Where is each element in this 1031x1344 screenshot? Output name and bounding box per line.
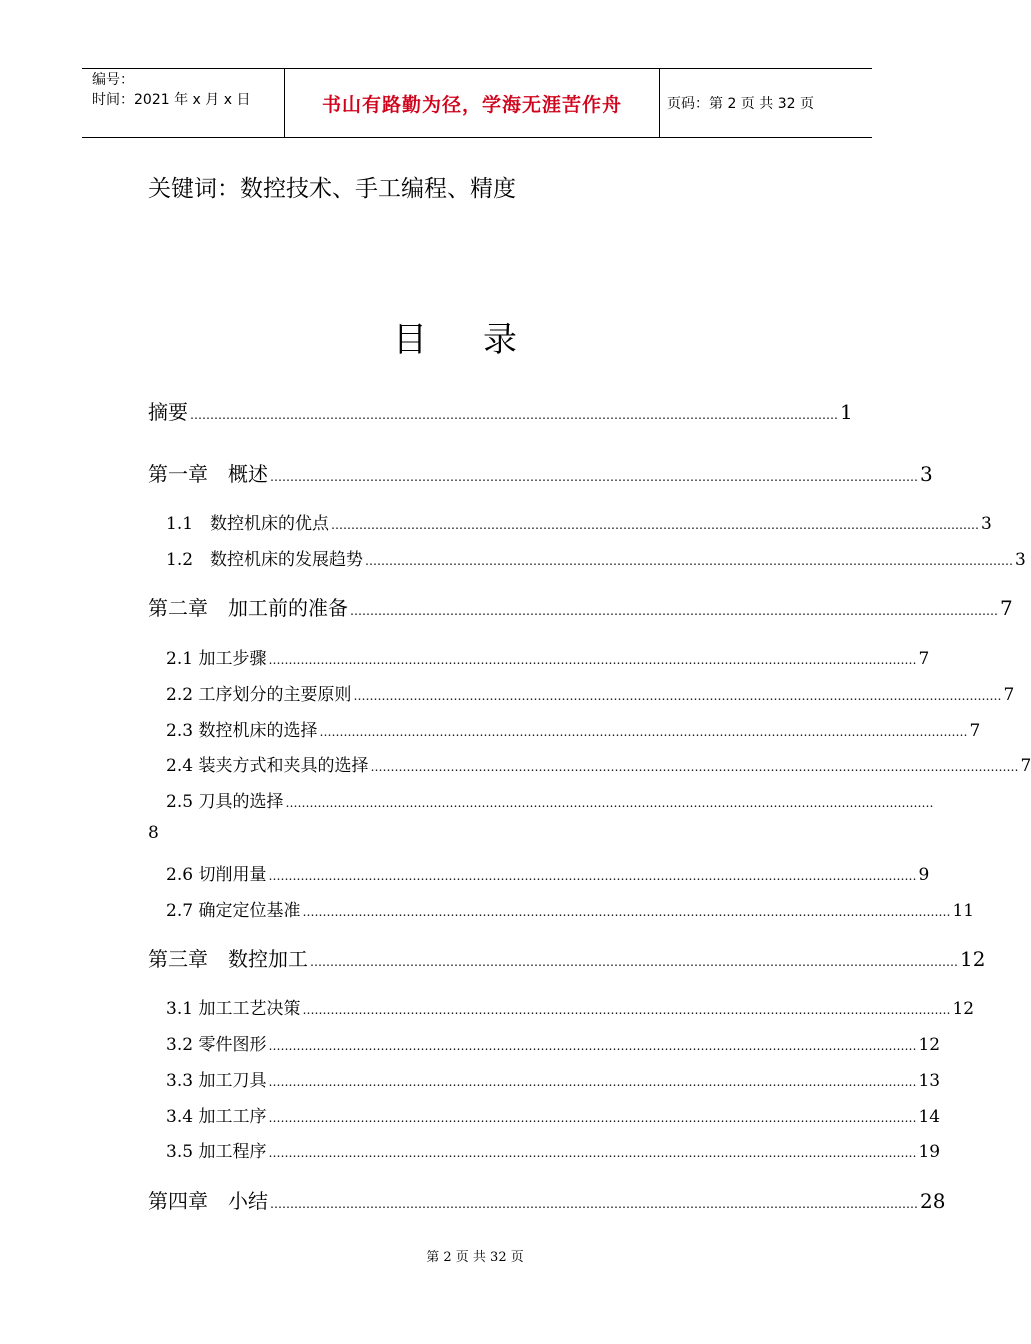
toc-entry-label: 3.4 加工工序 <box>166 1107 267 1127</box>
document-number-label: 编号： <box>92 72 134 88</box>
toc-leader-dots: ……………………………………………………………………………………………………………………………………………… <box>190 408 838 422</box>
toc-entry-page: 1 <box>840 400 853 424</box>
toc-entry-label: 2.5 刀具的选择 <box>166 792 284 812</box>
toc-entry-page: 19 <box>918 1142 941 1162</box>
toc-entry-label: 2.4 装夹方式和夹具的选择 <box>166 756 369 776</box>
toc-entry-2-5-page-wrapped: 8 <box>148 823 159 843</box>
toc-leader-dots: ……………………………………………………………………………………………………………………………………………… <box>353 689 1002 703</box>
toc-leader-dots: ……………………………………………………………………………………………………………………………………………… <box>268 1039 917 1053</box>
page-footer: 第 2 页 共 32 页 <box>426 1250 524 1265</box>
toc-entry-page: 12 <box>960 947 986 971</box>
toc-entry-2-1[interactable] <box>166 644 930 669</box>
toc-entry-label: 摘要 <box>148 400 188 424</box>
toc-leader-dots: ……………………………………………………………………………………………………………………………………………… <box>270 1197 918 1211</box>
toc-leader-dots: ……………………………………………………………………………………………………………………………………………… <box>270 470 918 484</box>
toc-entry-3-1[interactable] <box>166 994 975 1019</box>
toc-entry-page: 3 <box>981 514 992 534</box>
toc-entry-page: 13 <box>918 1071 941 1091</box>
toc-entry-page: 28 <box>920 1189 946 1213</box>
toc-title-char-1: 目 <box>393 320 427 360</box>
toc-leader-dots: ……………………………………………………………………………………………………………………………………………… <box>268 869 917 883</box>
toc-entry-chapter-1[interactable] <box>148 458 933 487</box>
toc-entry-chapter-2[interactable] <box>148 592 1013 621</box>
toc-entry-2-3[interactable] <box>166 716 981 741</box>
toc-title-char-2: 录 <box>483 320 517 360</box>
toc-entry-2-2[interactable] <box>166 680 1015 705</box>
toc-entry-chapter-3[interactable] <box>148 943 986 972</box>
toc-leader-dots: ……………………………………………………………………………………………………………………………………………… <box>302 1003 951 1017</box>
toc-entry-label: 2.1 加工步骤 <box>166 649 267 669</box>
toc-leader-dots: ……………………………………………………………………………………………………………………………………………… <box>268 1075 917 1089</box>
header-page-cell <box>659 69 872 137</box>
toc-entry-label: 第四章 小结 <box>148 1189 268 1213</box>
document-header <box>82 68 872 138</box>
toc-entry-2-5[interactable] <box>166 787 934 812</box>
toc-entry-page: 9 <box>918 865 930 885</box>
toc-entry-label: 3.1 加工工艺决策 <box>166 999 301 1019</box>
toc-leader-dots: ……………………………………………………………………………………………………………………………………………… <box>370 760 1019 774</box>
toc-entry-2-6[interactable] <box>166 860 930 885</box>
header-motto: 书山有路勤为径，学海无涯苦作舟 <box>321 93 622 116</box>
toc-entry-page: 11 <box>952 901 975 921</box>
toc-entry-label: 3.2 零件图形 <box>166 1035 267 1055</box>
toc-entry-label: 3.5 加工程序 <box>166 1142 267 1162</box>
toc-entry-page: 7 <box>1003 685 1015 705</box>
toc-entry-2-7[interactable] <box>166 896 975 921</box>
toc-entry-label: 第一章 概述 <box>148 462 268 486</box>
toc-leader-dots: ……………………………………………………………………………………………………………………………………………… <box>310 955 958 969</box>
header-page-code: 页码：第 2 页 共 32 页 <box>667 96 814 112</box>
toc-leader-dots: ……………………………………………………………………………………………………………………………………………… <box>319 725 968 739</box>
toc-entry-label: 2.3 数控机床的选择 <box>166 721 318 741</box>
toc-entry-1-1[interactable] <box>166 509 992 534</box>
toc-entry-label: 第三章 数控加工 <box>148 947 308 971</box>
document-date-label: 时间：2021 年 x 月 x 日 <box>92 92 251 108</box>
header-meta-cell <box>82 69 284 137</box>
toc-entry-label: 2.2 工序划分的主要原则 <box>166 685 352 705</box>
toc-entry-chapter-4[interactable] <box>148 1185 946 1214</box>
toc-leader-dots: ……………………………………………………………………………………………………………………………………………… <box>331 518 980 532</box>
toc-entry-label: 2.7 确定定位基准 <box>166 901 301 921</box>
keywords-line: 关键词：数控技术、手工编程、精度 <box>148 176 516 202</box>
toc-entry-page: 12 <box>918 1035 941 1055</box>
toc-entry-page: 12 <box>952 999 975 1019</box>
toc-leader-dots: ……………………………………………………………………………………………………………………………………………… <box>302 905 951 919</box>
toc-entry-label: 1.1 数控机床的优点 <box>166 514 330 534</box>
toc-leader-dots: ……………………………………………………………………………………………………………………………………………… <box>268 1111 917 1125</box>
toc-entry-2-4[interactable] <box>166 751 1031 776</box>
header-motto-cell <box>284 69 660 137</box>
toc-title <box>0 312 910 361</box>
toc-leader-dots: ……………………………………………………………………………………………………………………………………………… <box>268 1146 917 1160</box>
toc-entry-page: 3 <box>920 462 933 486</box>
toc-entry-page: 7 <box>1000 596 1013 620</box>
toc-entry-page: 7 <box>918 649 930 669</box>
toc-entry-page: 7 <box>969 721 981 741</box>
toc-leader-dots: ……………………………………………………………………………………………………………………………………………… <box>285 796 934 810</box>
toc-entry-page: 3 <box>1015 550 1026 570</box>
toc-entry-abstract[interactable] <box>148 396 853 425</box>
toc-entry-3-3[interactable] <box>166 1066 941 1091</box>
toc-leader-dots: ……………………………………………………………………………………………………………………………………………… <box>365 554 1014 568</box>
toc-leader-dots: ……………………………………………………………………………………………………………………………………………… <box>268 653 917 667</box>
toc-entry-1-2[interactable] <box>166 545 1026 570</box>
toc-entry-3-2[interactable] <box>166 1030 941 1055</box>
toc-entry-label: 3.3 加工刀具 <box>166 1071 267 1091</box>
toc-entry-3-4[interactable] <box>166 1102 941 1127</box>
toc-leader-dots: ……………………………………………………………………………………………………………………………………………… <box>350 604 998 618</box>
toc-entry-page: 14 <box>918 1107 941 1127</box>
toc-entry-label: 2.6 切削用量 <box>166 865 267 885</box>
toc-entry-3-5[interactable] <box>166 1137 941 1162</box>
toc-entry-page: 7 <box>1020 756 1031 776</box>
toc-entry-label: 1.2 数控机床的发展趋势 <box>166 550 364 570</box>
toc-entry-label: 第二章 加工前的准备 <box>148 596 348 620</box>
